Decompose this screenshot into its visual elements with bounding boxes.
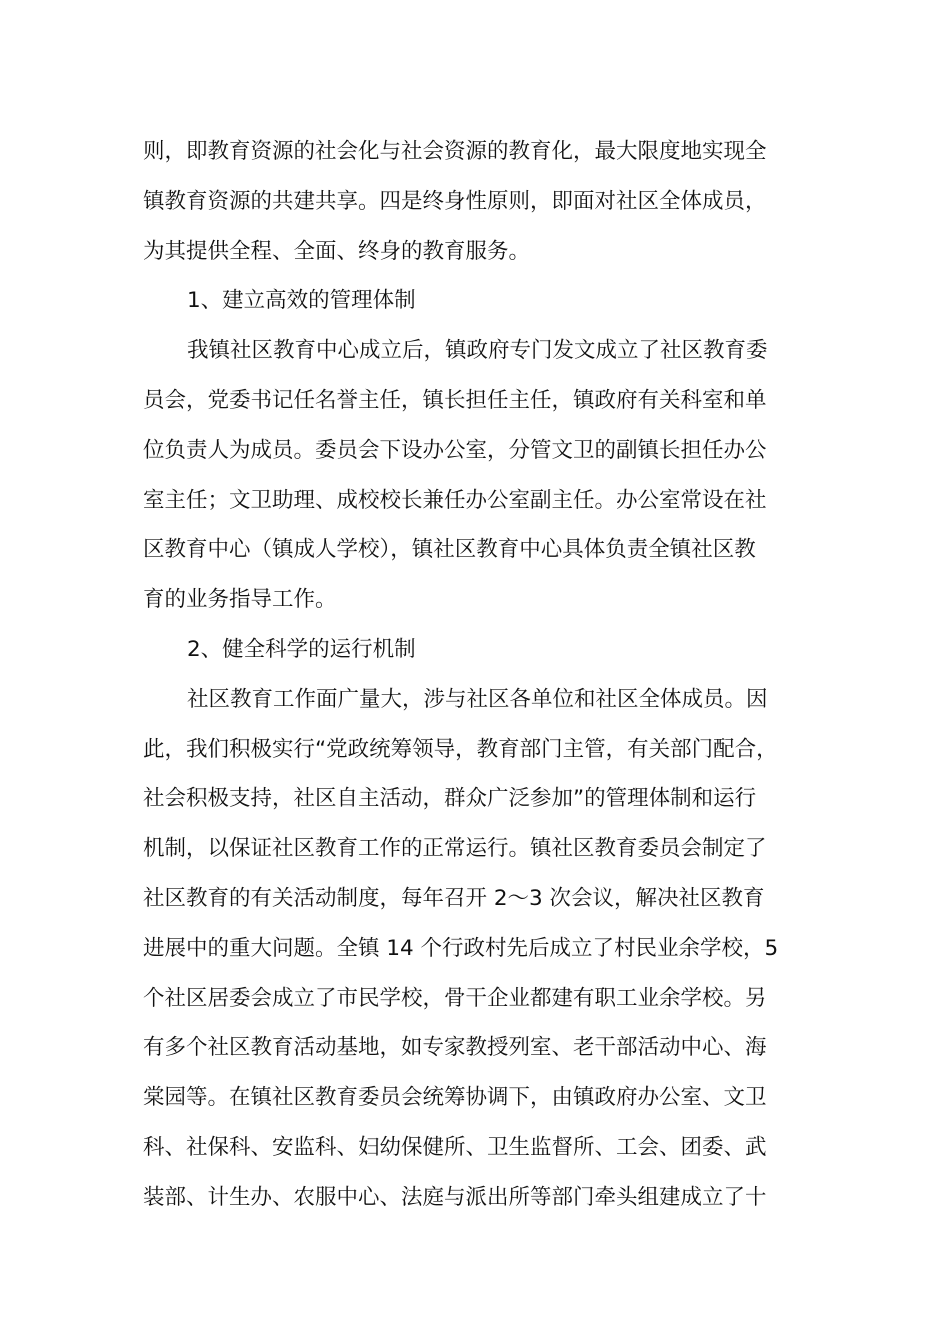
text-line: 进展中的重大问题。全镇 14 个行政村先后成立了村民业余学校，5: [143, 935, 779, 961]
paragraph-start: 我镇社区教育中心成立后，镇政府专门发文成立了社区教育委: [187, 338, 768, 364]
text-line: 室主任；文卫助理、成校校长兼任办公室副主任。办公室常设在社: [143, 487, 767, 513]
text-line: 棠园等。在镇社区教育委员会统筹协调下，由镇政府办公室、文卫: [143, 1085, 767, 1111]
section-heading-1: 1、建立高效的管理体制: [187, 288, 416, 314]
text-line: 育的业务指导工作。: [143, 587, 337, 613]
text-line: 区教育中心（镇成人学校），镇社区教育中心具体负责全镇社区教: [143, 537, 756, 563]
text-line: 社会积极支持，社区自主活动，群众广泛参加”的管理体制和运行: [143, 786, 757, 812]
text-line: 则，即教育资源的社会化与社会资源的教育化，最大限度地实现全: [143, 139, 767, 164]
text-line: 装部、计生办、农服中心、法庭与派出所等部门牵头组建成立了十: [143, 1184, 767, 1210]
text-line: 此，我们积极实行“党政统筹领导，教育部门主管，有关部门配合，: [143, 736, 778, 762]
body-text: [143, 127, 823, 1223]
text-line: 有多个社区教育活动基地，如专家教授列室、老干部活动中心、海: [143, 1035, 767, 1061]
text-line: 科、社保科、安监科、妇幼保健所、卫生监督所、工会、团委、武: [143, 1134, 767, 1160]
text-line: 社区教育的有关活动制度，每年召开 2～3 次会议，解决社区教育: [143, 885, 765, 911]
text-line: 员会，党委书记任名誉主任，镇长担任主任，镇政府有关科室和单: [143, 387, 767, 413]
text-line: 机制，以保证社区教育工作的正常运行。镇社区教育委员会制定了: [143, 836, 767, 862]
section-heading-2: 2、健全科学的运行机制: [187, 636, 416, 662]
text-line: 镇教育资源的共建共享。四是终身性原则，即面对社区全体成员，: [143, 188, 767, 214]
text-line: 为其提供全程、全面、终身的教育服务。: [143, 238, 531, 264]
text-line: 位负责人为成员。委员会下设办公室，分管文卫的副镇长担任办公: [143, 437, 767, 463]
paragraph-start: 社区教育工作面广量大，涉与社区各单位和社区全体成员。因: [187, 686, 768, 712]
text-line: 个社区居委会成立了市民学校，骨干企业都建有职工业余学校。另: [143, 985, 767, 1011]
